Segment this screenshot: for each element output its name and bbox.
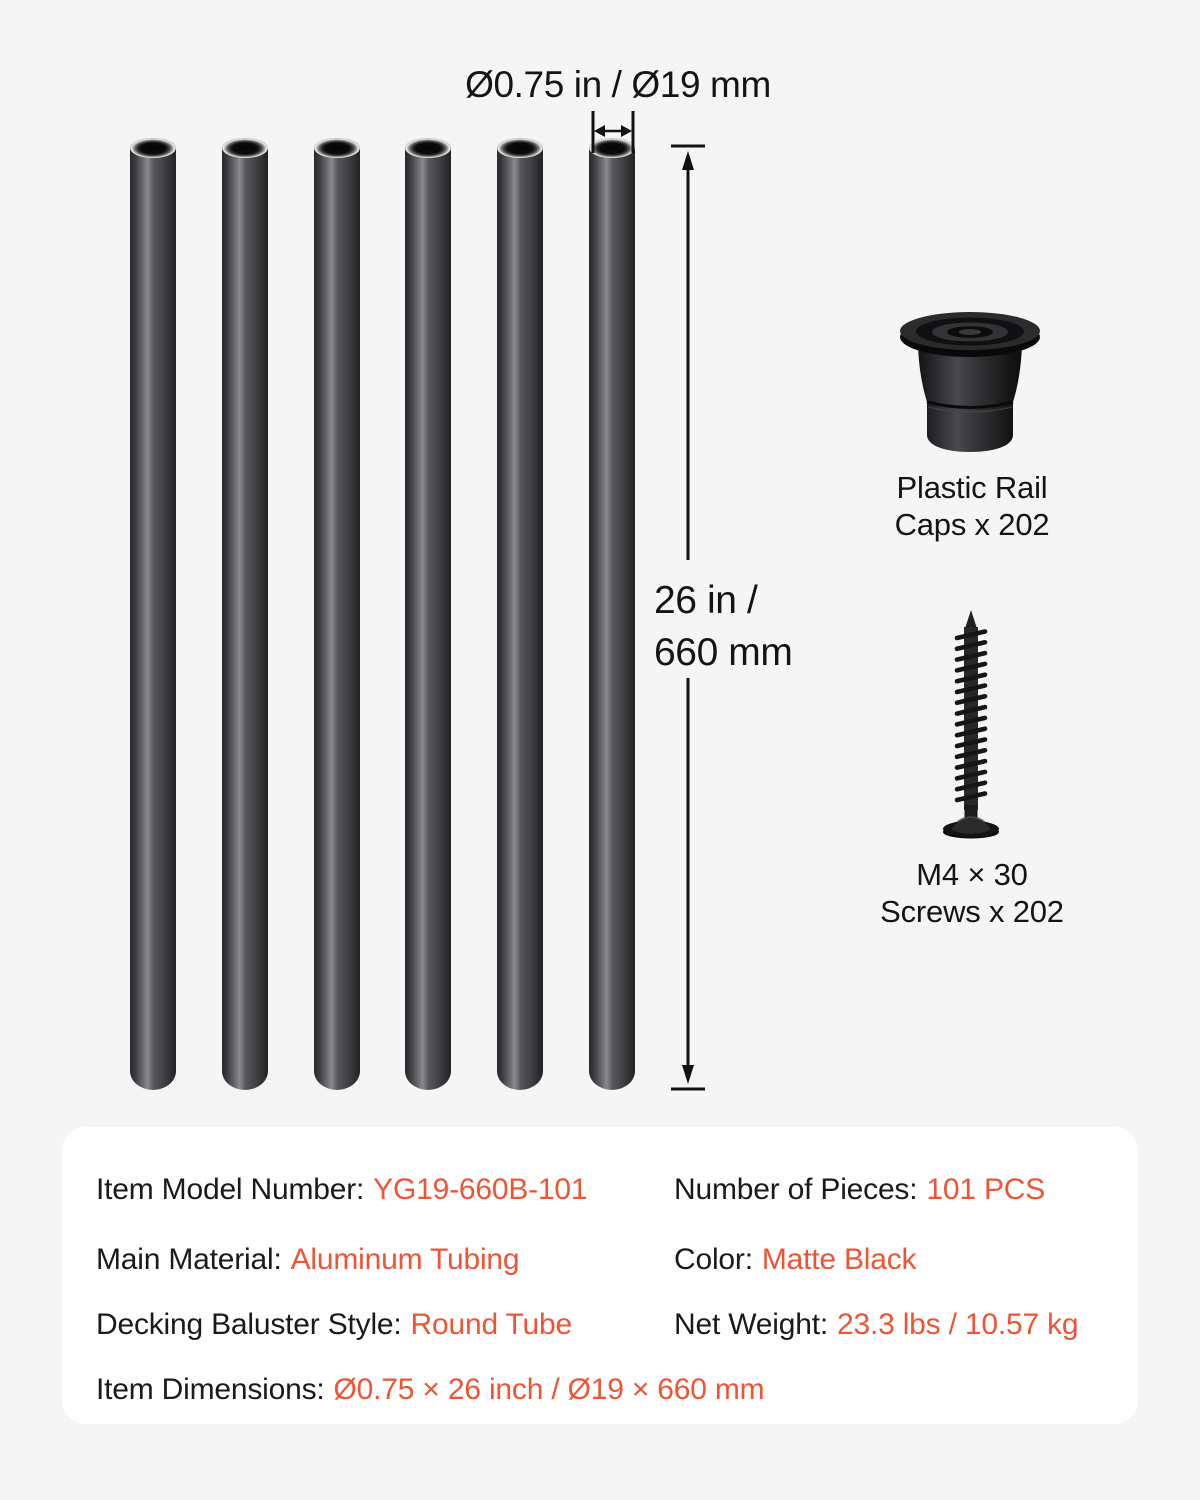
spec-baluster-style	[96, 1308, 572, 1342]
rail-cap-label	[852, 469, 1092, 543]
spec-value: Matte Black	[761, 1243, 917, 1276]
screw-label-line1: M4 × 30	[916, 857, 1028, 892]
spec-value: 101 PCS	[926, 1173, 1046, 1206]
spec-label: Decking Baluster Style:	[96, 1308, 402, 1341]
length-label-line1: 26 in /	[654, 579, 758, 622]
spec-value: 23.3 lbs / 10.57 kg	[836, 1308, 1079, 1341]
screw-icon	[940, 609, 1002, 845]
length-label	[654, 575, 792, 679]
tube-opening	[497, 138, 543, 158]
rail-cap-label-line1: Plastic Rail	[896, 470, 1048, 505]
spec-value: Round Tube	[410, 1308, 573, 1341]
baluster-tube	[405, 148, 451, 1090]
diameter-label: Ø0.75 in / Ø19 mm	[465, 64, 771, 105]
spec-number-of-pieces	[674, 1173, 1045, 1207]
baluster-tube	[130, 148, 176, 1090]
tube-opening	[589, 138, 635, 158]
spec-label: Color:	[674, 1243, 753, 1276]
baluster-tube	[589, 148, 635, 1090]
rail-cap-icon	[898, 309, 1042, 455]
spec-label: Main Material:	[96, 1243, 282, 1276]
spec-value: Aluminum Tubing	[290, 1243, 520, 1276]
length-label-line2: 660 mm	[654, 631, 793, 674]
spec-item-model-number	[96, 1173, 587, 1207]
spec-net-weight	[674, 1308, 1078, 1342]
spec-color	[674, 1243, 916, 1277]
tube-opening	[314, 138, 360, 158]
baluster-tube	[497, 148, 543, 1090]
tube-opening	[222, 138, 268, 158]
spec-panel	[62, 1127, 1138, 1424]
tube-opening	[130, 138, 176, 158]
rail-cap-label-line2: Caps x 202	[894, 507, 1050, 542]
spec-value: YG19-660B-101	[373, 1173, 588, 1206]
spec-item-dimensions	[96, 1373, 764, 1407]
spec-label: Number of Pieces:	[674, 1173, 918, 1206]
baluster-tube	[314, 148, 360, 1090]
spec-main-material	[96, 1243, 519, 1277]
screw-label	[852, 856, 1092, 930]
spec-label: Item Dimensions:	[96, 1373, 325, 1406]
spec-label: Net Weight:	[674, 1308, 828, 1341]
screw-label-line2: Screws x 202	[880, 894, 1064, 929]
spec-label: Item Model Number:	[96, 1173, 365, 1206]
tube-opening	[405, 138, 451, 158]
diameter-arrowheads	[594, 125, 632, 137]
spec-value: Ø0.75 × 26 inch / Ø19 × 660 mm	[333, 1373, 765, 1406]
baluster-tube	[222, 148, 268, 1090]
